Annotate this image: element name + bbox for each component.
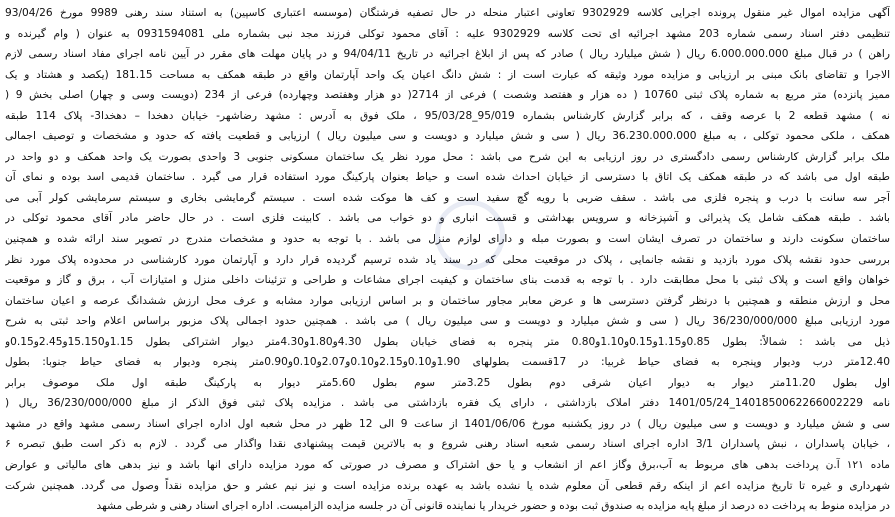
- notice-line-8: ملک برابر گزارش کارشناس رسمی دادگستری در روز ارزیابی به این شرح می باشد : محل مورد نظر یک ساختمان مسکونی جنوبی 3 واحدی بصورت یک واحد همکف و دو واحد در: [5, 150, 890, 163]
- notice-line-1: آگهی مزایده اموال غیر منقول پرونده اجرایی کلاسه 9302929 تعاونی اعتبار منحله در حال تصفیه فرشتگان (موسسه اعتباری کاسپین) به استناد سند رهنی 9989 مورخ 93/04/26: [5, 7, 890, 19]
- notice-line-19: اول بطول 11.20متر دیوار به دیوار اعیان شرقی دوم بطول 3.25متر سوم بطول 5.60متر دیوار به پارکینگ طبقه اول ملک موصوف برابر: [5, 376, 890, 389]
- notice-line-24: شهرداری و غیره تا تاریخ مزایده اعم از اینکه رقم قطعی آن معلوم شده یا نشده باشد به عهده برنده مزایده است و نیز نیم عشر و حق مزایده نقداً وصول می گردد. همچنین شرکت: [5, 479, 890, 492]
- notice-line-5: ممیز پانزده) متر مربع به شماره پلاک ثبتی 10760 ( ده هزار و هفتصد وشصت ) فرعی از 2714( دو هزار وهفتصد وچهارده) فرعی از 234 (دویست وسی و چهار) اصلی بخش 9 (: [5, 89, 890, 102]
- notice-line-2: تنظیمی دفتر اسناد رسمی شماره 203 مشهد اجرائیه ای تحت کلاسه 9302929 علیه : آقای محمود توکلی فرزند مجد نبی بشماره ملی 0931594081 به عنوان ( وام گیرنده و: [5, 27, 890, 40]
- notice-line-12: ساختمان سکونت دارند و ساختمان در تصرف ایشان است و بصورت مبله و دارای لوازم منزل می باشد . با توجه به حدود و مشخصات مندرج در تصویر سند ارائه شده و همچنین: [5, 233, 890, 246]
- notice-line-22: ، خیابان پاسداران ، نبش پاسداران 3/1 اداره اجرای اسناد رسمی شعبه اسناد رهنی شروع و به بالاترین قیمت پیشنهادی نقدا واگذار می گردد . لازم به ذکر است طبق تبصره ۶: [5, 438, 890, 451]
- notice-line-16: مورد ارزیابی مبلغ 36/230/000/000 ریال ( سی و شش میلیارد و دویست و سی میلیون ریال ) می باشد . همچنین حدود اجمالی پلاک مزبور براساس اعلام واحد ثبتی به شرح: [5, 315, 890, 328]
- notice-line-6: نه ) مشهد قطعه 2 با عرصه وقف ، که برابر گزارش کارشناس بشماره 95/019_95/03/28 ، ملک فوق به آدرس : مشهد رضاشهر- خیابان دهخدا – دهخدا3- پلاک 114 طبقه: [5, 109, 890, 122]
- notice-line-3: راهن ) در قبال مبلغ 6.000.000.000 ریال ( شش میلیارد ریال ) صادر که پس از ابلاغ اجرائیه در تاریخ 94/04/11 و در پایان مهلت های مقرر در آیین نامه اجرای مفاد اسناد رسمی لازم: [5, 48, 890, 61]
- notice-line-4: الاجرا و تقاضای بانک مبنی بر ارزیابی و مزایده مورد وثیقه که عبارت است از : شش دانگ اعیان یک واحد آپارتمان واقع در طبقه همکف به مساحت 181.15 (یکصد و هشتاد و یک: [5, 68, 890, 81]
- notice-line-15: محل و ارزش منطقه و همچنین با درنظر گرفتن دسترسی ها و عرض معابر مجاور ساختمان و بر اساس ارزیابی موارد مشابه و عرف محل ارزش ششدانگ عرصه و اعیان ساختمان: [5, 294, 890, 307]
- notice-line-23: ماده ۱۲۱ آ.ن پرداخت بدهی های مربوط به آب،برق وگاز اعم از انشعاب و یا حق اشتراک و مصرف در صورتی که مورد مزایده دارای انها باشد و نیز بدهی های مالیاتی و عوارض: [5, 459, 890, 472]
- notice-line-13: بررسی حدود نقشه پلاک مورد بازدید و نقشه جانمایی ، پلاک در موقعیت محلی که در سند یاد شده ترسیم گردیده قرار دارد و آپارتمان مورد کارشناسی در محدوده پلاک مورد نظر: [5, 253, 890, 266]
- notice-line-14: خواهان واقع است و پلاک ثبتی با محل مطابقت دارد . با توجه به قدمت بنای ساختمان و کیفیت اجرای مشاعات و طراحی و تزئینات داخلی منزل و امتیازات آب ، برق و گاز و موقعیت: [5, 274, 890, 287]
- notice-line-21: سی و شش میلیارد و دویست و سی میلیون ریال ) در روز یکشنبه مورخ 1401/06/06 از ساعت 9 الی 12 ظهر در محل شعبه اول اداره اجرای اسناد رسمی مشهد واقع در مشهد: [5, 417, 890, 430]
- notice-line-18: 12.40متر درب ودیوار وپنجره به فضای حیاط غربیا: در 17قسمت بطولهای 1.90و0.10و2.15و0.10و2.07و0.10و0.90متر پنجره ودیوار به فضای حیاط جنوبا: بطول: [5, 356, 890, 369]
- notice-line-10: آجر سه سانت با درب و پنجره فلزی می باشد . سقف ضربی با رویه گچ سفید است و کف ها موکت شده است . سیستم گرمایشی بخاری و سیستم سرمایشی کولر آبی می: [5, 191, 890, 204]
- notice-line-7: همکف ، ملکی محمود توکلی ، به مبلغ 36.230.000.000 ریال ( سی و شش میلیارد و دویست و سی میلیون ریال ) ارزیابی و قطعیت یافته که حدود و مشخصات و توصیف اجمالی: [5, 130, 890, 143]
- notice-line-11: باشد . طبقه همکف شامل یک پذیرائی و آشپزخانه و سرویس بهداشتی و قسمت انباری و دو خواب می باشد . کابینت فلزی است . در حال حاضر مادر آقای محمود توکلی در: [5, 212, 890, 225]
- notice-line-9: طبقه اول می باشد که در طبقه همکف یک اتاق با دسترسی از خیابان احداث شده است و حیاط بعنوان پارکینگ مورد استفاده قرار می گیرد . ساختمان قدیمی اسد بوده و نمای آن: [5, 171, 890, 184]
- notice-line-20: نامه 1401850062266002229_1401/05/24 دفتر املاک بازداشتی ، دارای یک فقره بازداشتی می باشد . مزایده پلاک ثبتی فوق الذکر از مبلغ 36/230/000/000 ریال (: [5, 397, 890, 410]
- notice-line-17: ذیل می باشد : شمالاً: بطول 0.85و1.15و0.15و1.10و0.80 متر پنجره به فضای خیابان بطول 4.30و1.80و4.30متر دیوار اشتراکی بطول 1.15و15.150و2.45و0.15و: [5, 335, 890, 348]
- notice-line-25: در مزایده منوط به پرداخت ده درصد از مبلغ پایه مزایده به صندوق ثبت بوده و حضور خریدار یا نماینده قانونی آن در جلسه مزایده الزامیست. اداره اجرای اسناد رهنی و شرطی مشهد: [96, 500, 890, 513]
